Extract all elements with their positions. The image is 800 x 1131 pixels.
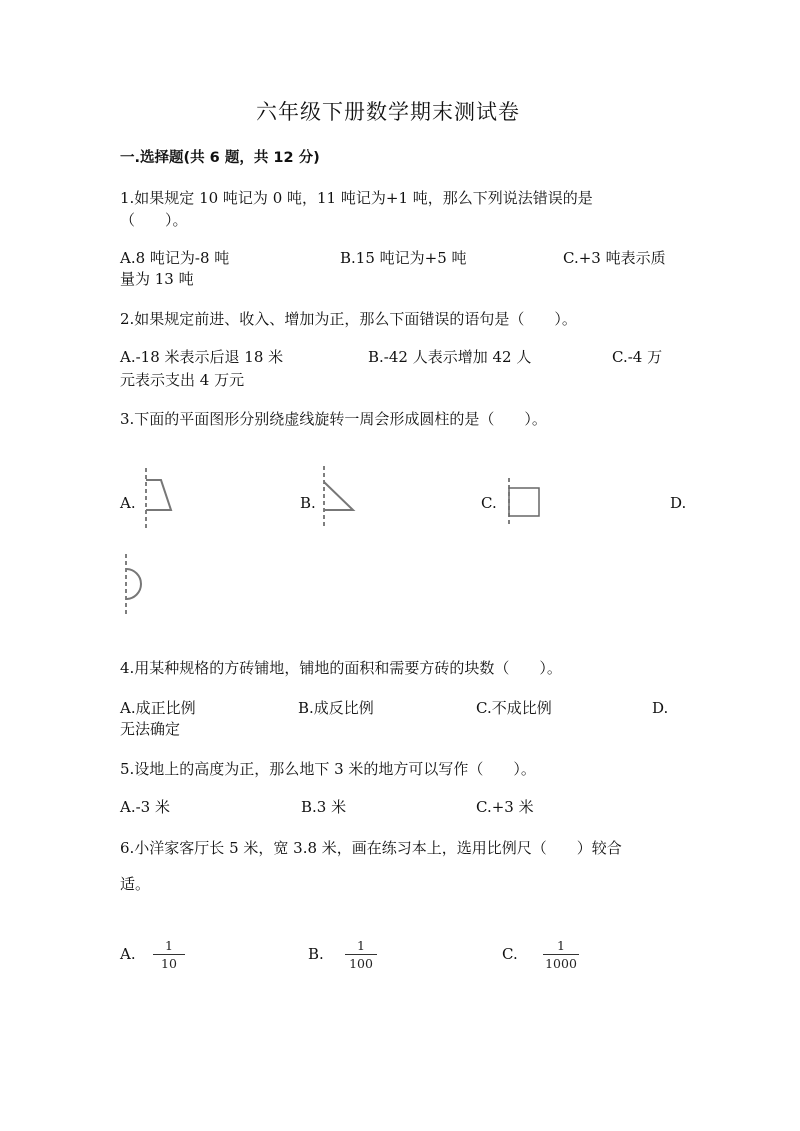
fraction-bar	[153, 954, 185, 955]
question-4-option-c[interactable]: C.不成比例	[476, 699, 552, 717]
fraction-denominator: 1000	[545, 956, 577, 971]
section-heading: 一.选择题(共 6 题，共 12 分)	[120, 150, 320, 166]
question-4-option-d[interactable]: D.	[652, 699, 669, 717]
question-2-option-c-cont: 元表示支出 4 万元	[120, 371, 245, 389]
question-2-option-b[interactable]: B.-42 人表示增加 42 人	[368, 348, 532, 366]
question-5-option-c[interactable]: C.+3 米	[476, 798, 534, 816]
question-5-stem: 5.设地上的高度为正，那么地下 3 米的地方可以写作（ ）。	[120, 760, 536, 778]
fraction-numerator: 1	[557, 938, 565, 953]
question-1-option-c-cont: 量为 13 吨	[120, 270, 194, 288]
question-2-option-a[interactable]: A.-18 米表示后退 18 米	[120, 348, 284, 366]
question-3-option-d[interactable]: D.	[670, 494, 687, 512]
question-1-stem-cont: （ ）。	[120, 211, 188, 229]
question-2-option-c[interactable]: C.-4 万	[612, 348, 663, 366]
page-title: 六年级下册数学期末测试卷	[256, 100, 520, 124]
question-3-option-a[interactable]: A.	[120, 494, 136, 512]
question-1-option-b[interactable]: B.15 吨记为+5 吨	[340, 249, 467, 267]
question-4-option-b[interactable]: B.成反比例	[298, 699, 374, 717]
semicircle-figure	[118, 552, 158, 616]
fraction-1-10	[149, 938, 189, 971]
question-3-option-c[interactable]: C.	[481, 494, 497, 512]
fraction-1-1000	[539, 938, 583, 971]
rectangle-figure	[500, 478, 550, 528]
question-5-option-b[interactable]: B.3 米	[301, 798, 347, 816]
fraction-numerator: 1	[357, 938, 365, 953]
fraction-denominator: 100	[349, 956, 373, 971]
fraction-1-100	[341, 938, 381, 971]
question-4-option-a[interactable]: A.成正比例	[120, 699, 196, 717]
question-6-option-b[interactable]: B.	[308, 945, 324, 963]
question-2-stem: 2.如果规定前进、收入、增加为正，那么下面错误的语句是（ ）。	[120, 310, 577, 328]
question-3-option-b[interactable]: B.	[300, 494, 316, 512]
question-1-stem: 1.如果规定 10 吨记为 0 吨，11 吨记为+1 吨，那么下列说法错误的是	[120, 189, 593, 207]
fraction-numerator: 1	[165, 938, 173, 953]
question-6-option-a[interactable]: A.	[120, 945, 136, 963]
triangle-figure	[316, 464, 356, 530]
question-3-stem: 3.下面的平面图形分别绕虚线旋转一周会形成圆柱的是（ ）。	[120, 410, 547, 428]
fraction-denominator: 10	[161, 956, 177, 971]
trapezoid-figure	[138, 466, 178, 530]
fraction-bar	[345, 954, 377, 955]
question-5-option-a[interactable]: A.-3 米	[120, 798, 170, 816]
question-1-option-c[interactable]: C.+3 吨表示质	[563, 249, 666, 267]
question-6-stem: 6.小洋家客厅长 5 米，宽 3.8 米，画在练习本上，选用比例尺（ ）较合	[120, 839, 622, 857]
fraction-bar	[543, 954, 579, 955]
question-6-option-c[interactable]: C.	[502, 945, 518, 963]
question-6-stem-cont: 适。	[120, 875, 151, 893]
question-1-option-a[interactable]: A.8 吨记为-8 吨	[120, 249, 230, 267]
question-4-option-d-cont: 无法确定	[120, 720, 181, 738]
question-4-stem: 4.用某种规格的方砖铺地，铺地的面积和需要方砖的块数（ ）。	[120, 659, 562, 677]
